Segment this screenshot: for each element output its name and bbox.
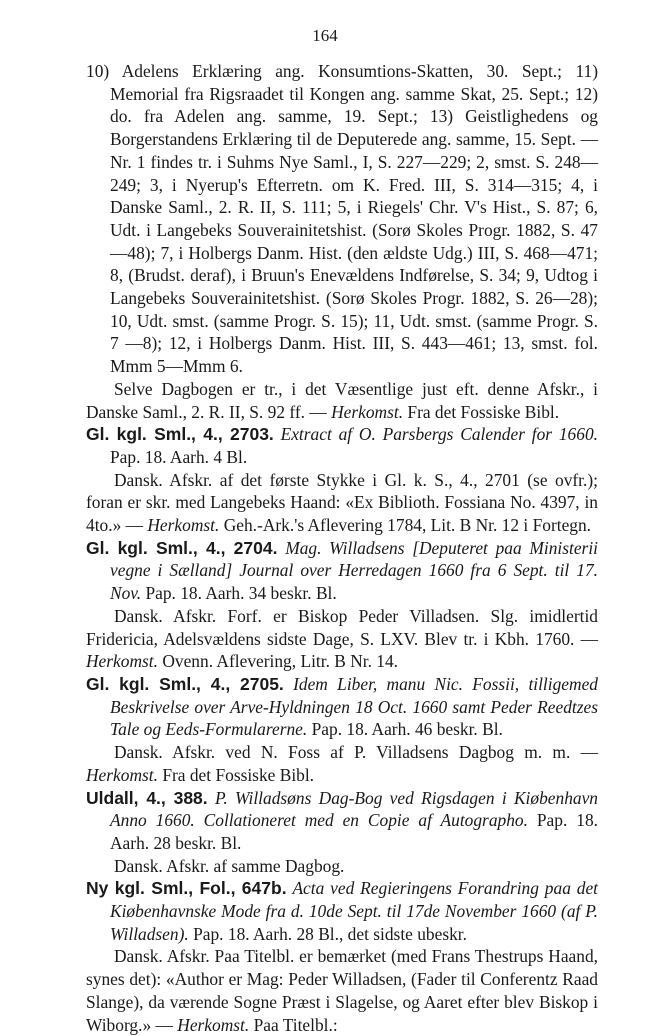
shelfmark: Gl. kgl. Sml., 4., 2704. — [86, 537, 278, 558]
catalog-text — [86, 60, 598, 1036]
entry-body: Dansk. Afskr. af det første Stykke i Gl. k. S., 4., 2701 (se ovfr.); foran er skr. med Langebeks Haand: «Ex Biblioth. Fossiana No. 4397, in 4to.» — — [86, 469, 598, 536]
entry-description — [86, 855, 598, 878]
entry-heading — [86, 537, 598, 605]
entry-extent: Pap. 18. Aarh. 28 beskr. Bl. — [110, 810, 598, 853]
provenance-label: Herkomst. — [86, 764, 158, 785]
entry-title: Acta ved Regieringens Forandring paa det Kiøbenhavnske Mode fra d. 10de Sept. til 17de November 1660 (af P. Willadsen). — [110, 878, 599, 944]
page-number: 164 — [312, 26, 338, 45]
entry-title: Mag. Willadsens [Deputeret paa Ministerii vegne i Sælland] Journal over Herredagen 1660 fra 6 Sept. til 17. Nov. — [110, 537, 598, 604]
entry-heading — [86, 877, 598, 945]
shelfmark: Uldall, 4., 388. — [86, 787, 208, 808]
provenance-text: Fra det Fossiske Bibl. — [407, 401, 560, 422]
catalog-entry — [86, 673, 598, 787]
provenance-text: Paa Titelbl.: — [253, 1014, 338, 1035]
shelfmark: Gl. kgl. Sml., 4., 2703. — [86, 424, 274, 445]
intro-paragraph — [86, 60, 598, 378]
entry-heading — [86, 673, 598, 741]
entry-heading — [86, 423, 598, 468]
provenance-label: Herkomst. — [86, 651, 158, 672]
entry-description — [86, 741, 598, 786]
shelfmark: Gl. kgl. Sml., 4., 2705. — [86, 673, 284, 694]
entry-description — [86, 469, 598, 537]
shelfmark: Ny kgl. Sml., Fol., 647b. — [86, 878, 287, 899]
entry-extent: Pap. 18. Aarh. 34 beskr. Bl. — [145, 583, 337, 604]
entry-title: Idem Liber, manu Nic. Fossii, tilligemed Beskrivelse over Arve-Hyldningen 18 Oct. 1660 samt Peder Reedtzes Tale og Eeds-Formularerne. — [110, 673, 598, 740]
provenance-label: Herkomst. — [147, 515, 220, 536]
provenance-text: Ovenn. Aflevering, Litr. B Nr. 14. — [162, 651, 399, 672]
entry-extent: Pap. 18. Aarh. 4 Bl. — [110, 446, 248, 467]
entry-extent: Pap. 18. Aarh. 46 beskr. Bl. — [311, 719, 503, 740]
provenance-label: Herkomst. — [177, 1014, 250, 1035]
catalog-entry — [86, 537, 598, 673]
entry-body: Dansk. Afskr. ved N. Foss af P. Villadsens Dagbog m. m. — — [114, 742, 598, 763]
provenance-label: Herkomst. — [331, 401, 404, 422]
entry-description — [86, 605, 598, 673]
entry-heading — [86, 787, 598, 855]
entry-title: P. Willadsøns Dag-Bog ved Rigsdagen i Kiøbenhavn Anno 1660. Collationeret med en Copie af Autographo. — [110, 787, 598, 831]
intro-text: 10) Adelens Erklæring ang. Konsumtions-Skatten, 30. Sept.; 11) Memorial fra Rigsraadet til Kongen ang. samme Skat, 25. Sept.; 12) do. fra Adelen ang. samme, 19. Sept.; 13) Geistlighedens og Borgerstandens Erklæring til de Deputerede ang. samme, 15. Sept. — Nr. 1 findes tr. i Suhms Nye Saml., I, S. 227—229; 2, smst. S. 248—249; 3, i Nyerup's Efterretn. om K. Fred. III, S. 314—315; 4, i Danske Saml., 2. R. II, S. 111; 5, i Riegels' Chr. V's Hist., S. 87; 6, Udt. i Langebeks Souverainitetshist. (Sorø Skoles Progr. 1882, S. 47—48); 7, i Holbergs Danm. Hist. (den ældste Udg.) III, S. 468—471; 8, (Brudst. deraf), i Bruun's Enevældens Indførelse, S. 34; 9, Udtog i Langebeks Souverainitetshist. (Sorø Skoles Progr. 1882, S. 26—28); 10, Udt. smst. (samme Progr. S. 15); 11, Udt. smst. (samme Progr. S. 7 —8); 12, i Holbergs Danm. Hist. III, S. 443—461; 13, smst. fol. Mmm 5—Mmm 6. — [86, 61, 598, 377]
provenance-text: Geh.-Ark.'s Aflevering 1784, Lit. B Nr. 12 i Fortegn. — [223, 515, 592, 536]
intro-note-text: Selve Dagbogen er tr., i det Væsentlige just eft. denne Afskr., i Danske Saml., 2. R. II, S. 92 ff. — — [86, 378, 598, 422]
catalog-entry — [86, 787, 598, 878]
provenance-text: Fra det Fossiske Bibl. — [162, 764, 315, 785]
entry-body: Dansk. Afskr. af samme Dagbog. — [114, 855, 345, 876]
entry-extent: Pap. 18. Aarh. 28 Bl., det sidste ubeskr. — [193, 923, 467, 944]
intro-note — [86, 378, 598, 423]
entry-body: Dansk. Afskr. Paa Titelbl. er bemærket (med Frans Thestrups Haand, synes det): «Author er Mag: Peder Willadsen, (Fader til Conferentz Raad Slange), da værende Sogne Præst i Slagelse, og Aaret efter blev Biskop i Wiborg.» — — [86, 946, 598, 1035]
catalog-entry — [86, 423, 598, 537]
entry-title: Extract af O. Parsbergs Calender for 1660. — [280, 424, 598, 445]
entry-body: Dansk. Afskr. Forf. er Biskop Peder Villadsen. Slg. imidlertid Fridericia, Adelsvældens sidste Dage, S. LXV. Blev tr. i Kbh. 1760. — — [86, 605, 598, 649]
catalog-entry — [86, 877, 598, 1036]
